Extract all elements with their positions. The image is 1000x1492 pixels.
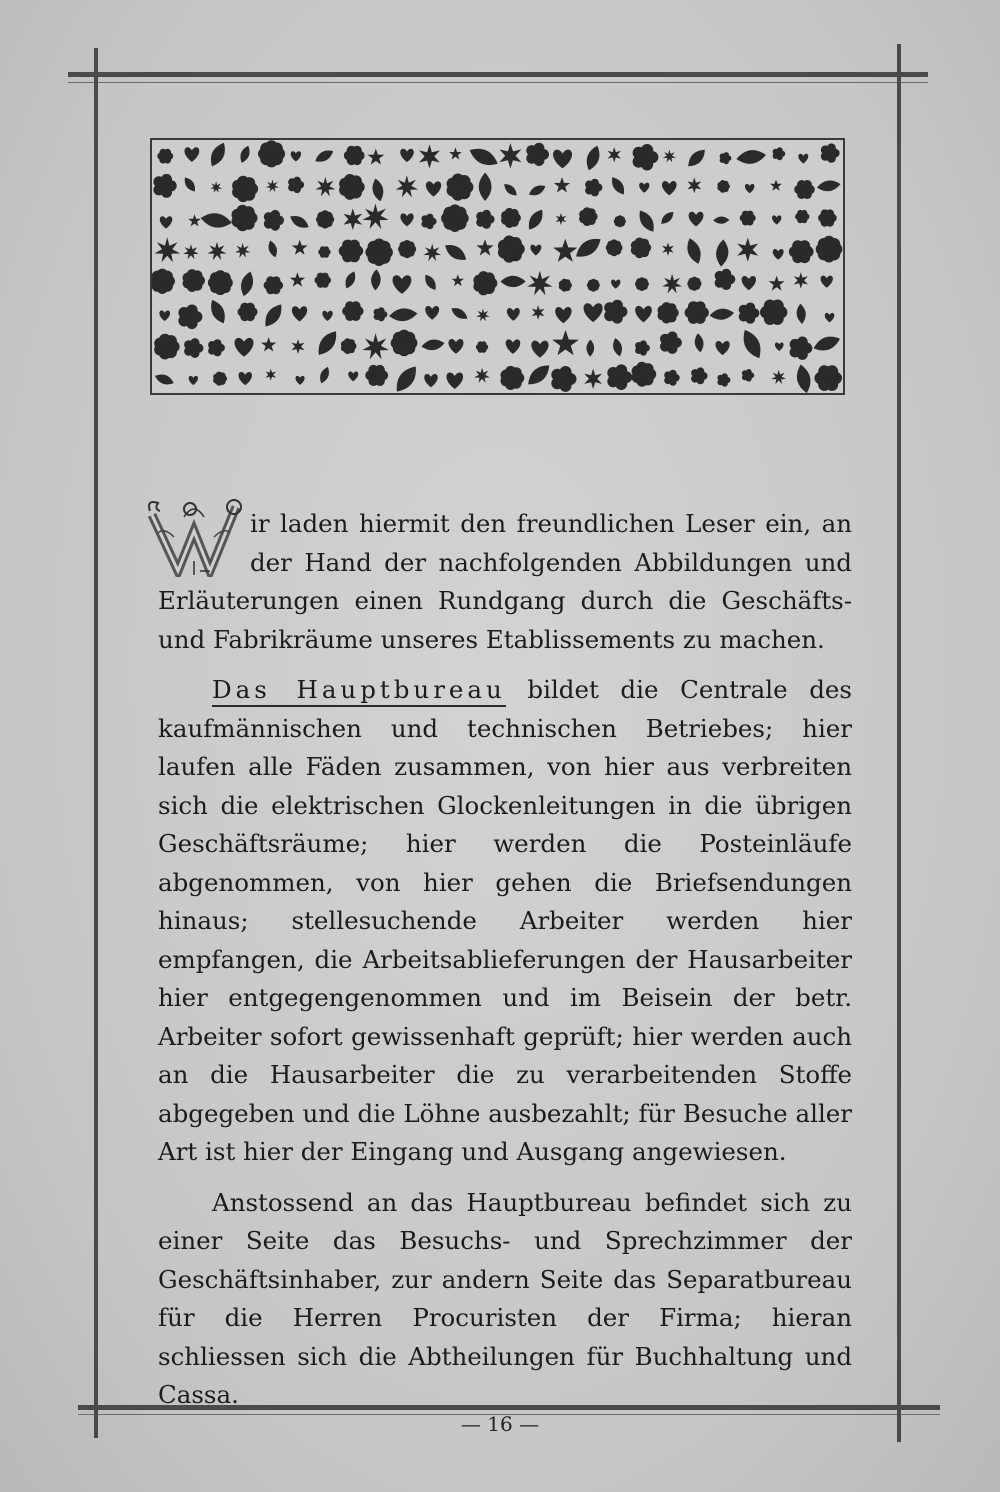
body-text	[158, 505, 852, 1415]
frame-top-rule	[68, 72, 928, 77]
paragraph-3	[158, 1184, 852, 1415]
paragraph-2-text: bildet die Centrale des kaufmännischen und technischen Betriebes; hier laufen alle Fäden zusammen, von hier aus verbreiten sich die elektrischen Glockenleitungen in die übrigen Geschäftsräume; hier werden die Posteinläufe abgenommen, von hier gehen die Briefsendungen hinaus; stellesuchende Arbeiter werden hier empfangen, die Arbeitsablieferungen der Hausarbeiter hier entgegengenommen und im Beisein der betr. Arbeiter sofort gewissenhaft geprüft; hier werden auch an die Hausarbeiter die zu verarbeitenden Stoffe abgegeben und die Löhne ausbezahlt; für Besuche aller Art ist hier der Eingang und Ausgang angewiesen.	[158, 675, 852, 1166]
floral-silhouettes-icon	[152, 140, 843, 393]
frame-top-thin-rule	[68, 82, 928, 83]
paragraph-3-text: Anstossend an das Hauptbureau befindet sich zu einer Seite das Besuchs- und Sprechzimmer der Geschäftsinhaber, zur andern Seite das Separatbureau für die Herren Procuristen der Firma; hieran schliessen sich die Abtheilungen für Buchhaltung und Cassa.	[158, 1187, 852, 1409]
floral-ornament-panel	[150, 138, 845, 395]
dropcap-w-icon	[144, 497, 244, 577]
emphasis-hauptbureau: Das Hauptbureau	[212, 675, 506, 707]
page-number: — 16 —	[460, 1412, 540, 1436]
paragraph-1	[158, 505, 852, 659]
frame-left-rule	[94, 48, 98, 1438]
frame-right-rule	[897, 44, 901, 1442]
paragraph-2	[158, 671, 852, 1172]
paragraph-1-text: ir laden hiermit den freundlichen Leser ein, an der Hand der nachfolgenden Abbildungen und Erläuterungen einen Rundgang durch die Geschäfts- und Fabrikräume unseres Etablissements zu machen.	[158, 509, 852, 654]
